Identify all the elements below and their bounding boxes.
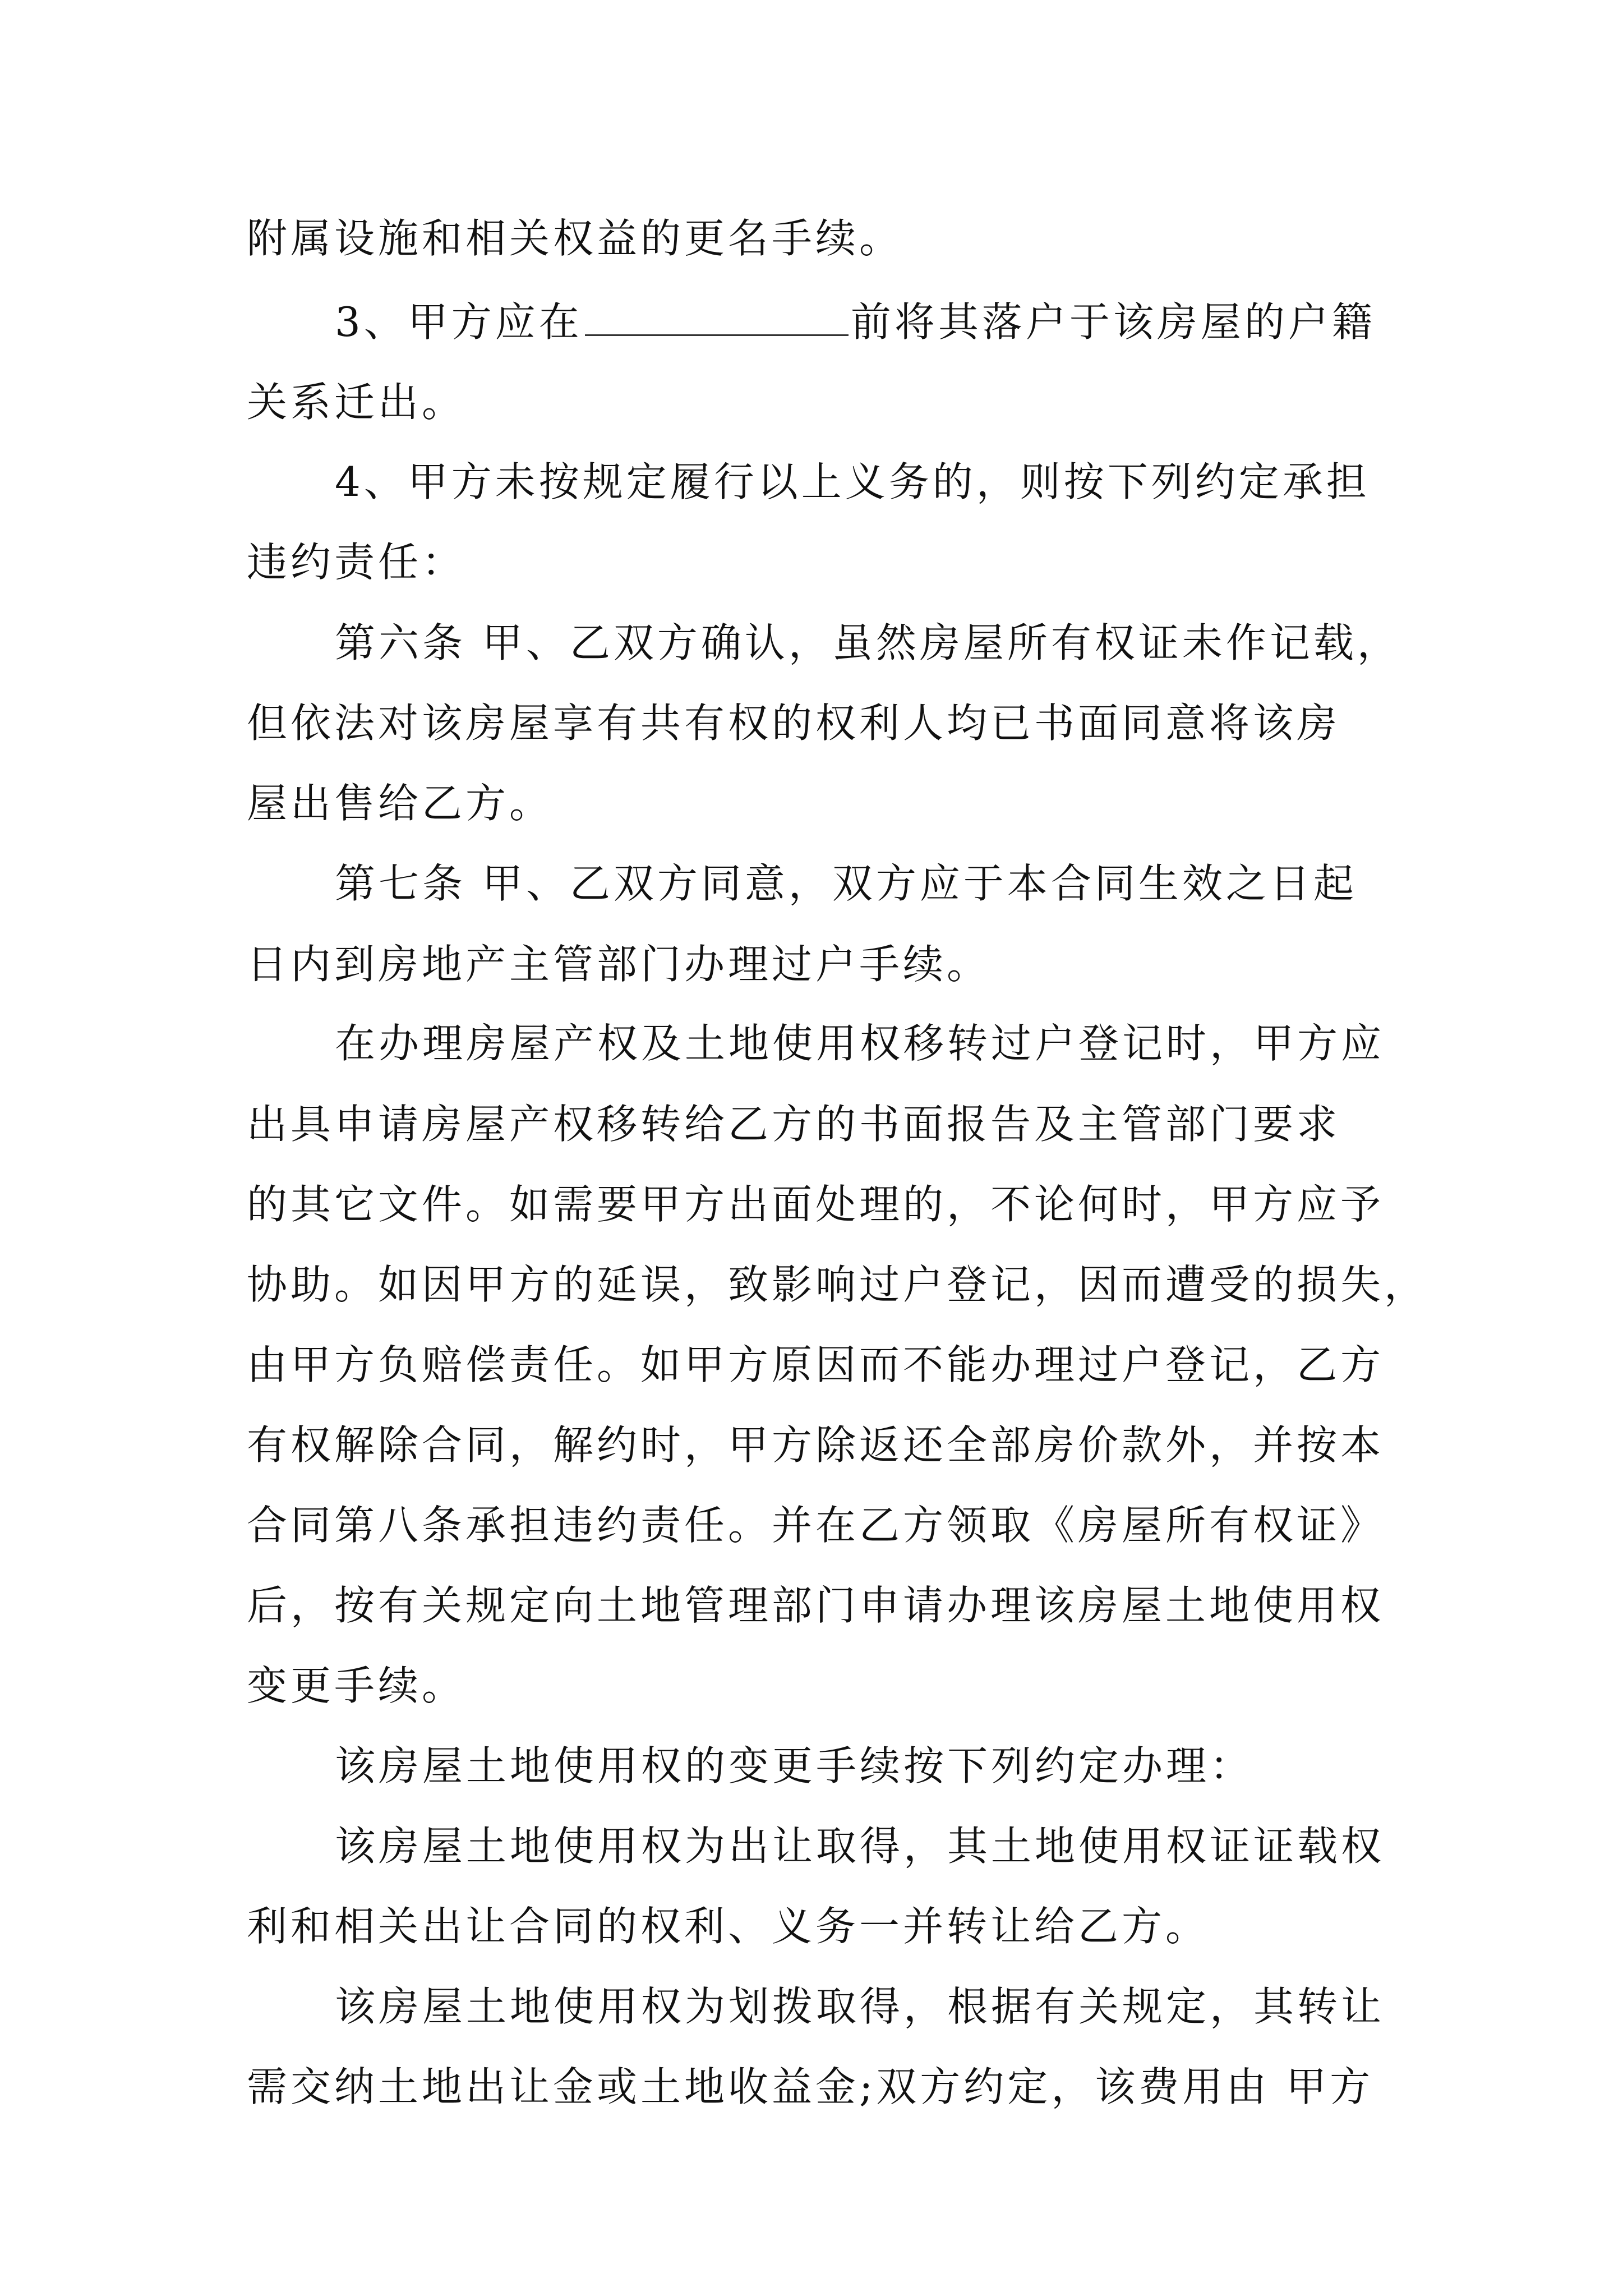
text-line: 违约责任： [247, 539, 466, 586]
text-line [335, 294, 1376, 350]
text-line: 后，按有关规定向土地管理部门申请办理该房屋土地使用权 [247, 1582, 1385, 1629]
text-line: 需交纳土地出让金或土地收益金;双方约定，该费用由 甲方 [247, 2063, 1374, 2110]
text-segment: 3、甲方应在 [335, 298, 583, 346]
text-line: 该房屋土地使用权为出让取得，其土地使用权证证载权 [335, 1823, 1385, 1870]
text-line: 有权解除合同，解约时，甲方除返还全部房价款外，并按本 [247, 1421, 1385, 1469]
fill-in-blank [585, 294, 849, 336]
text-line: 利和相关出让合同的权利、义务一并转让给乙方。 [247, 1903, 1210, 1950]
text-line: 合同第八条承担违约责任。并在乙方领取《房屋所有权证》 [247, 1502, 1385, 1549]
text-line: 附属设施和相关权益的更名手续。 [247, 215, 903, 262]
text-line: 协助。如因甲方的延误，致影响过户登记，因而遭受的损失， [247, 1261, 1428, 1308]
text-line: 屋出售给乙方。 [247, 780, 554, 827]
text-line: 该房屋土地使用权的变更手续按下列约定办理： [335, 1742, 1254, 1789]
text-line: 该房屋土地使用权为划拨取得，根据有关规定，其转让 [335, 1983, 1385, 2030]
text-line: 日内到房地产主管部门办理过户手续。 [247, 941, 991, 988]
text-line: 第六条 甲、乙双方确认，虽然房屋所有权证未作记载， [335, 619, 1401, 666]
text-line: 的其它文件。如需要甲方出面处理的，不论何时，甲方应予 [247, 1181, 1385, 1228]
text-line: 第七条 甲、乙双方同意，双方应于本合同生效之日起 [335, 860, 1357, 907]
text-segment: 前将其落户于该房屋的户籍 [850, 298, 1376, 346]
text-line: 由甲方负赔偿责任。如甲方原因而不能办理过户登记，乙方 [247, 1341, 1385, 1388]
text-line: 变更手续。 [247, 1662, 466, 1709]
text-line: 出具申请房屋产权移转给乙方的书面报告及主管部门要求 [247, 1101, 1341, 1148]
text-line: 4、甲方未按规定履行以上义务的，则按下列约定承担 [335, 458, 1370, 505]
text-line: 但依法对该房屋享有共有权的权利人均已书面同意将该房 [247, 700, 1341, 747]
text-line: 关系迁出。 [247, 379, 466, 426]
text-line: 在办理房屋产权及土地使用权移转过户登记时，甲方应 [335, 1020, 1385, 1067]
